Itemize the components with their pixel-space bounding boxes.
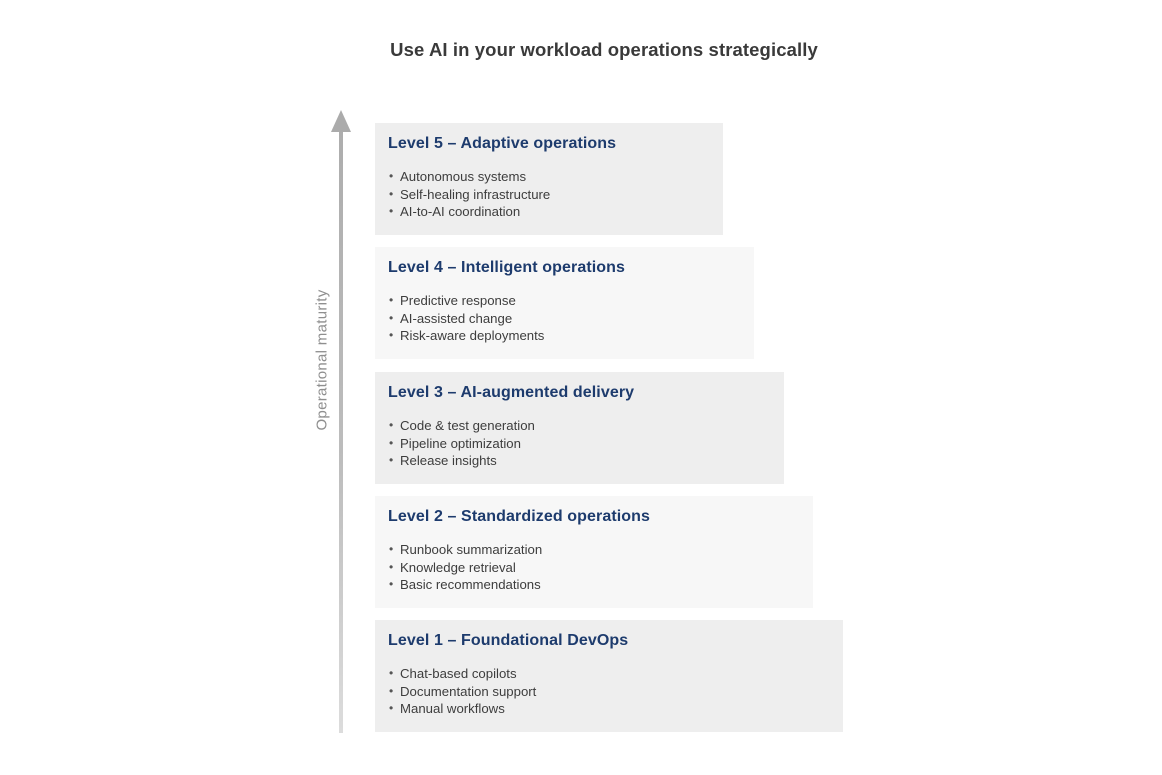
level-3-list	[388, 417, 768, 470]
level-3-box	[375, 372, 784, 484]
list-item: • Release insights	[388, 452, 768, 470]
level-1-box	[375, 620, 843, 732]
list-item: • Self-healing infrastructure	[388, 186, 707, 204]
level-5-list	[388, 168, 707, 221]
level-3-title: Level 3 – AI-augmented delivery	[388, 384, 635, 401]
maturity-arrow-shaft	[339, 130, 343, 733]
list-item: • AI-assisted change	[388, 310, 738, 328]
level-2-list	[388, 541, 797, 594]
list-item: • Knowledge retrieval	[388, 559, 797, 577]
level-1-list	[388, 665, 827, 718]
list-item: • Documentation support	[388, 683, 827, 701]
list-item: • Pipeline optimization	[388, 435, 768, 453]
list-item: • Basic recommendations	[388, 576, 797, 594]
level-4-box	[375, 247, 754, 359]
list-item: • Risk-aware deployments	[388, 327, 738, 345]
axis-label: Operational maturity	[313, 289, 331, 431]
list-item: • Code & test generation	[388, 417, 768, 435]
level-5-title: Level 5 – Adaptive operations	[388, 135, 617, 152]
level-2-box	[375, 496, 813, 608]
list-item: • Runbook summarization	[388, 541, 797, 559]
list-item: • Predictive response	[388, 292, 738, 310]
level-4-title: Level 4 – Intelligent operations	[388, 259, 626, 276]
list-item: • AI-to-AI coordination	[388, 203, 707, 221]
page-title: Use AI in your workload operations strategically	[390, 39, 818, 60]
level-2-title: Level 2 – Standardized operations	[388, 508, 651, 525]
level-1-title: Level 1 – Foundational DevOps	[388, 632, 629, 649]
level-4-list	[388, 292, 738, 345]
arrow-up-icon	[331, 110, 351, 132]
list-item: • Manual workflows	[388, 700, 827, 718]
list-item: • Chat-based copilots	[388, 665, 827, 683]
list-item: • Autonomous systems	[388, 168, 707, 186]
level-5-box	[375, 123, 723, 235]
